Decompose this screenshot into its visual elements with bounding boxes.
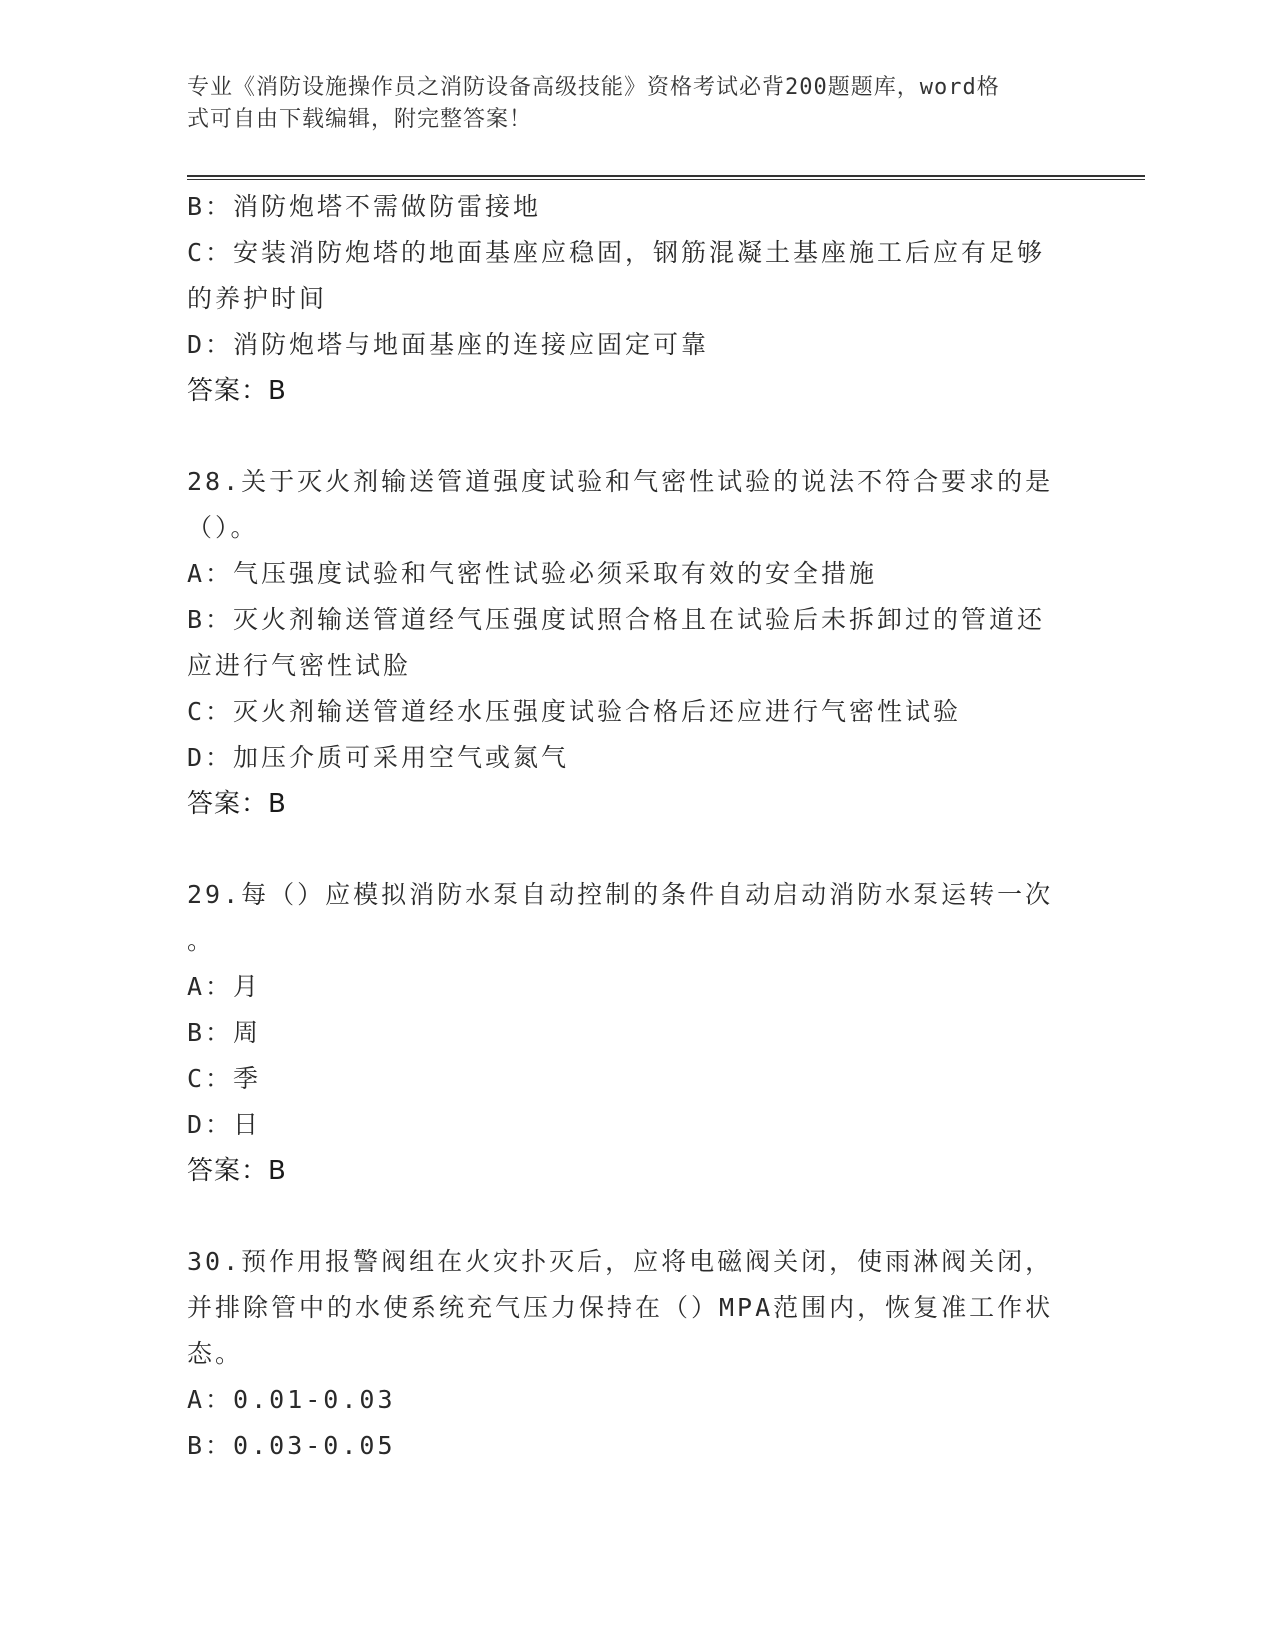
question-stem-continued: 。	[187, 926, 216, 955]
option-a: A：0.01-0.03	[187, 1385, 396, 1414]
spacer	[187, 414, 1087, 459]
option-a: A：月	[187, 972, 262, 1001]
question-stem-continued: 并排除管中的水使系统充气压力保持在（）MPA范围内，恢复准工作状	[187, 1293, 1054, 1322]
option-c: C：季	[187, 1064, 262, 1093]
question-30	[187, 1239, 1087, 1469]
option-d: D：消防炮塔与地面基座的连接应固定可靠	[187, 330, 710, 359]
answer: 答案：B	[187, 1156, 287, 1186]
header-line-1: 专业《消防设施操作员之消防设备高级技能》资格考试必背200题题库，word格	[187, 75, 1000, 100]
option-c-continued: 的养护时间	[187, 284, 328, 313]
spacer	[187, 1194, 1087, 1239]
option-b-continued: 应进行气密性试脸	[187, 651, 412, 680]
option-d: D：加压介质可采用空气或氮气	[187, 743, 570, 772]
question-stem: 30.预作用报警阀组在火灾扑灭后，应将电磁阀关闭，使雨淋阀关闭，	[187, 1247, 1054, 1276]
answer: 答案：B	[187, 789, 287, 819]
answer: 答案：B	[187, 376, 287, 406]
option-b: B：周	[187, 1018, 262, 1047]
question-stem: 28.关于灭火剂输送管道强度试验和气密性试验的说法不符合要求的是	[187, 467, 1054, 496]
option-d: D：日	[187, 1110, 262, 1139]
option-b: B：消防炮塔不需做防雷接地	[187, 192, 542, 221]
question-29	[187, 872, 1087, 1194]
question-stem-continued: （）。	[187, 513, 259, 542]
spacer	[187, 827, 1087, 872]
question-stem-continued: 态。	[187, 1339, 244, 1368]
header-line-2: 式可自由下载编辑，附完整答案！	[187, 107, 533, 132]
question-list	[187, 184, 1087, 1469]
option-c: C：安装消防炮塔的地面基座应稳固，钢筋混凝土基座施工后应有足够	[187, 238, 1046, 267]
option-c: C：灭火剂输送管道经水压强度试验合格后还应进行气密性试验	[187, 697, 962, 726]
question-stem: 29.每（）应模拟消防水泵自动控制的条件自动启动消防水泵运转一次	[187, 880, 1054, 909]
question-28	[187, 459, 1087, 827]
document-header	[187, 72, 1067, 136]
question-27-tail	[187, 184, 1087, 414]
option-b: B：0.03-0.05	[187, 1431, 396, 1460]
header-divider	[187, 175, 1145, 180]
option-a: A：气压强度试验和气密性试验必须采取有效的安全措施	[187, 559, 878, 588]
option-b: B：灭火剂输送管道经气压强度试照合格且在试验后未拆卸过的管道还	[187, 605, 1046, 634]
